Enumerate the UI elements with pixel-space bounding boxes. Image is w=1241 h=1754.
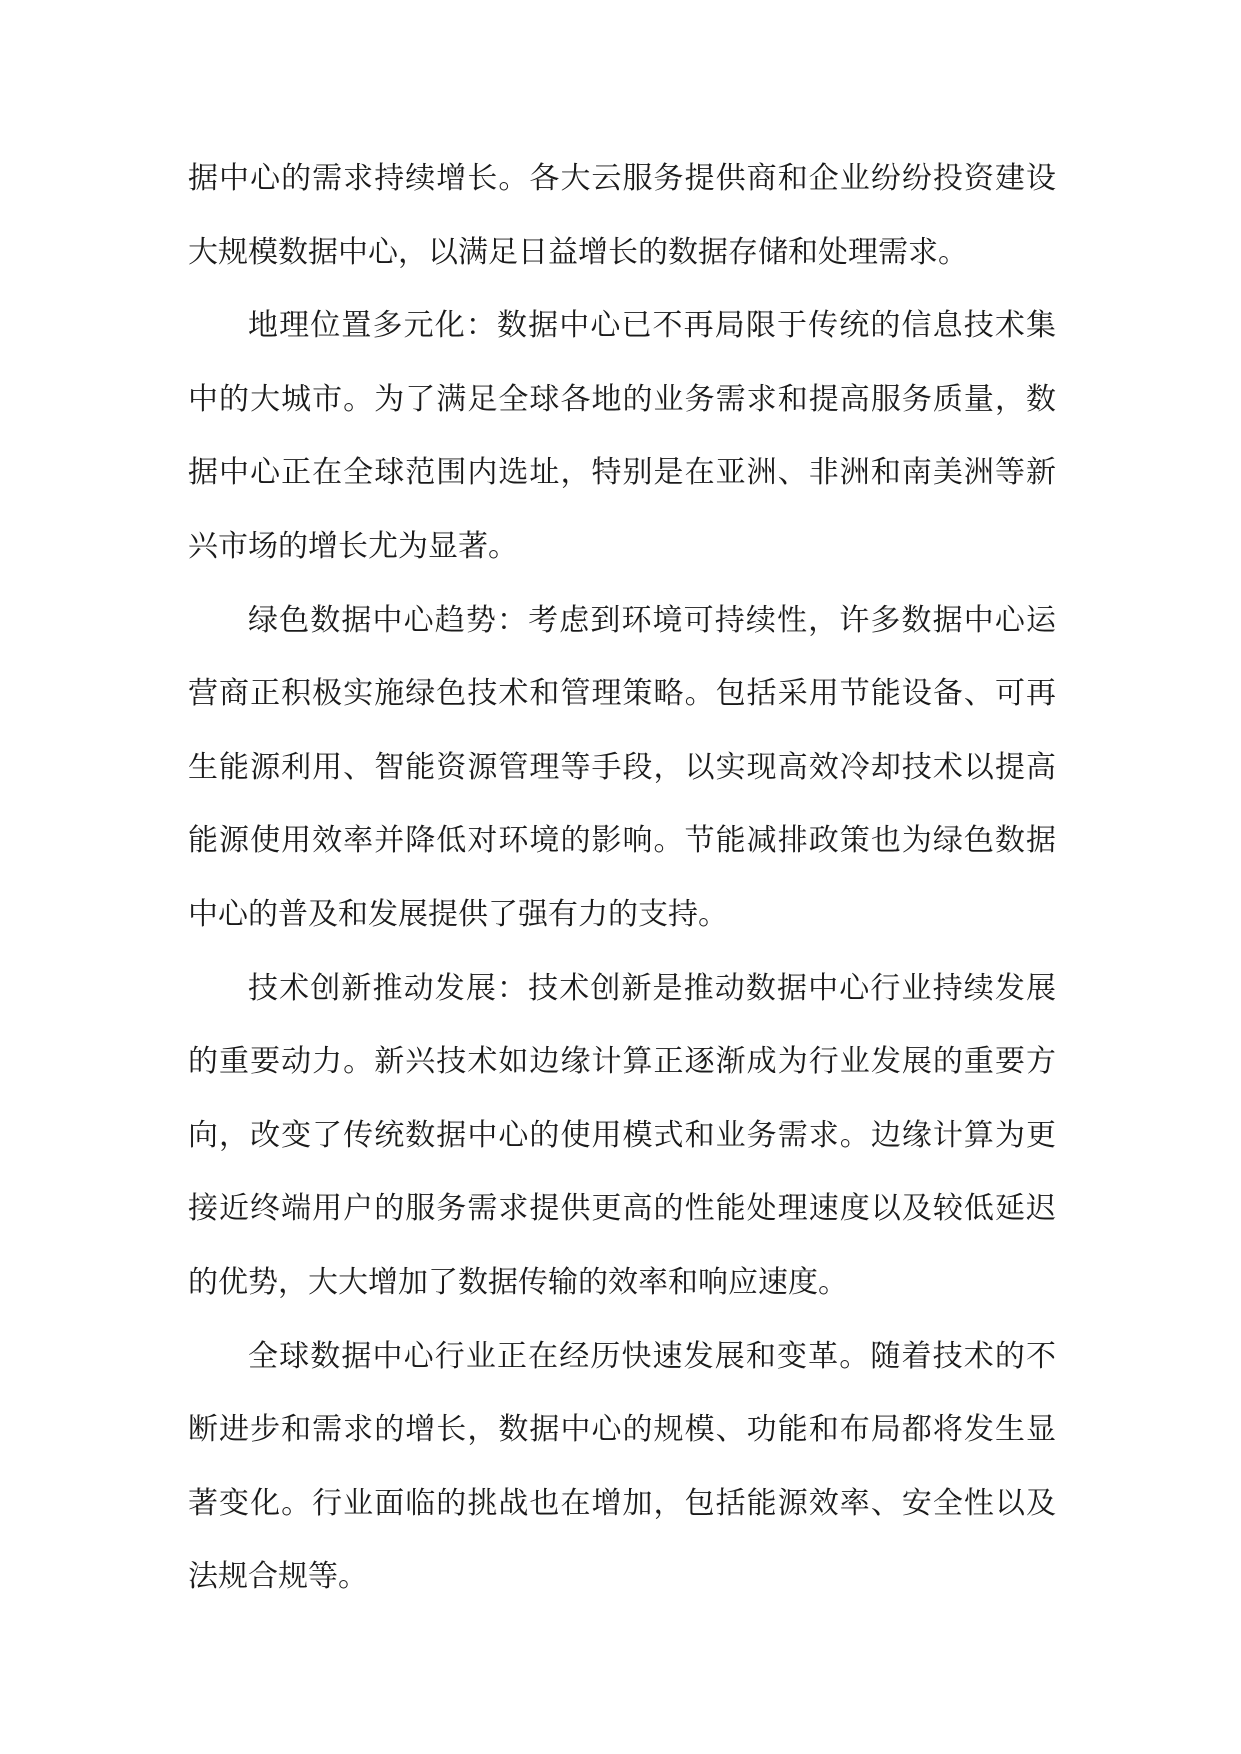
paragraph-technology-innovation: 技术创新推动发展：技术创新是推动数据中心行业持续发展的重要动力。新兴技术如边缘计算正逐渐成为行业发展的重要方向，改变了传统数据中心的使用模式和业务需求。边缘计算为更接近终端用户的服务需求提供更高的性能处理速度以及较低延迟的优势，大大增加了数据传输的效率和响应速度。 [188,970,1056,1300]
body-text [188,142,1056,1614]
paragraph-summary: 全球数据中心行业正在经历快速发展和变革。随着技术的不断进步和需求的增长，数据中心的规模、功能和布局都将发生显著变化。行业面临的挑战也在增加，包括能源效率、安全性以及法规合规等。 [188,1338,1056,1595]
paragraph-continuation: 据中心的需求持续增长。各大云服务提供商和企业纷纷投资建设大规模数据中心，以满足日益增长的数据存储和处理需求。 [188,161,1056,270]
paragraph-geographic-diversification: 地理位置多元化：数据中心已不再局限于传统的信息技术集中的大城市。为了满足全球各地的业务需求和提高服务质量，数据中心正在全球范围内选址，特别是在亚洲、非洲和南美洲等新兴市场的增长尤为显著。 [188,308,1056,564]
paragraph-green-data-center: 绿色数据中心趋势：考虑到环境可持续性，许多数据中心运营商正积极实施绿色技术和管理策略。包括采用节能设备、可再生能源利用、智能资源管理等手段，以实现高效冷却技术以提高能源使用效率并降低对环境的影响。节能减排政策也为绿色数据中心的普及和发展提供了强有力的支持。 [188,602,1056,932]
